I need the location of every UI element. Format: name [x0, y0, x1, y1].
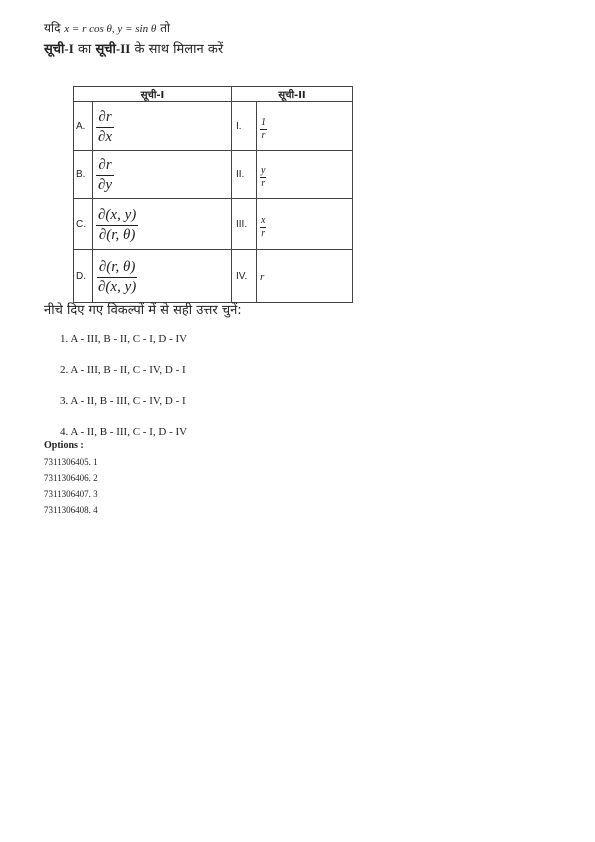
fraction	[96, 208, 138, 243]
question-condition	[44, 19, 170, 36]
fraction-numerator: ∂(x, y)	[96, 208, 138, 226]
row-label-a: A.	[74, 102, 93, 151]
table-row	[74, 250, 353, 303]
fraction-numerator: 1	[261, 116, 266, 128]
row-label-iii: III.	[232, 199, 257, 250]
fraction	[96, 110, 114, 145]
row-label-ii: II.	[232, 151, 257, 199]
option-id-1: 7311306405. 1	[44, 457, 98, 467]
list-2-item-ii	[257, 151, 353, 199]
fraction	[96, 260, 138, 295]
fraction	[96, 158, 114, 193]
fraction	[260, 118, 267, 141]
table-row	[74, 102, 353, 151]
options-heading: Options :	[44, 440, 84, 451]
row-label-b: B.	[74, 151, 93, 199]
fraction-denominator: ∂y	[98, 177, 113, 193]
table-header-row	[74, 87, 353, 102]
connector-ka: का	[77, 42, 92, 57]
row-label-i: I.	[232, 102, 257, 151]
option-id-4: 7311306408. 4	[44, 505, 98, 515]
fraction-numerator: ∂r	[96, 158, 113, 176]
option-id-2: 7311306406. 2	[44, 473, 98, 483]
table-row	[74, 151, 353, 199]
question-instruction	[44, 39, 223, 57]
answer-choice-4[interactable]: 4. A - II, B - III, C - I, D - IV	[60, 426, 188, 438]
row-label-d: D.	[74, 250, 93, 303]
list-2-item-iv	[257, 250, 353, 303]
list-1-ref: सूची-I	[44, 41, 74, 56]
answer-choice-3[interactable]: 3. A - II, B - III, C - IV, D - I	[60, 395, 186, 407]
fraction-denominator: ∂(x, y)	[98, 278, 137, 295]
fraction	[260, 166, 266, 189]
fraction-numerator: ∂(r, θ)	[97, 260, 137, 278]
list-2-ref: सूची-II	[95, 41, 131, 56]
header-list-1: सूची-I	[74, 87, 232, 102]
list-1-item-b	[93, 151, 232, 199]
option-id-3: 7311306407. 3	[44, 489, 98, 499]
list-2-item-iii	[257, 199, 353, 250]
plain-value: r	[260, 271, 265, 283]
fraction-numerator: y	[261, 165, 266, 176]
match-instruction: के साथ मिलान करें	[134, 42, 224, 57]
list-1-item-c	[93, 199, 232, 250]
table-row	[74, 199, 353, 250]
fraction-denominator: r	[261, 129, 266, 141]
row-label-iv: IV.	[232, 250, 257, 303]
fraction-denominator: ∂(r, θ)	[98, 226, 136, 243]
fraction-denominator: r	[261, 227, 266, 239]
match-table	[73, 86, 353, 303]
fraction-denominator: ∂x	[98, 128, 113, 145]
list-2-item-i	[257, 102, 353, 151]
fraction	[260, 216, 266, 239]
row-label-c: C.	[74, 199, 93, 250]
answer-choice-1[interactable]: 1. A - III, B - II, C - I, D - IV	[60, 333, 188, 345]
fraction-numerator: x	[261, 214, 266, 226]
choose-instruction: नीचे दिए गए विकल्पों में से सही उत्तर चुनें:	[44, 303, 242, 318]
list-1-item-d	[93, 250, 232, 303]
header-list-2: सूची-II	[232, 87, 353, 102]
list-1-item-a	[93, 102, 232, 151]
condition-suffix: तो	[160, 21, 171, 35]
fraction-numerator: ∂r	[96, 110, 113, 128]
condition-prefix: यदि	[44, 21, 61, 35]
answer-choice-2[interactable]: 2. A - III, B - II, C - IV, D - I	[60, 364, 186, 376]
fraction-denominator: r	[261, 178, 266, 189]
condition-math: x = r cos θ, y = sin θ	[64, 23, 157, 35]
